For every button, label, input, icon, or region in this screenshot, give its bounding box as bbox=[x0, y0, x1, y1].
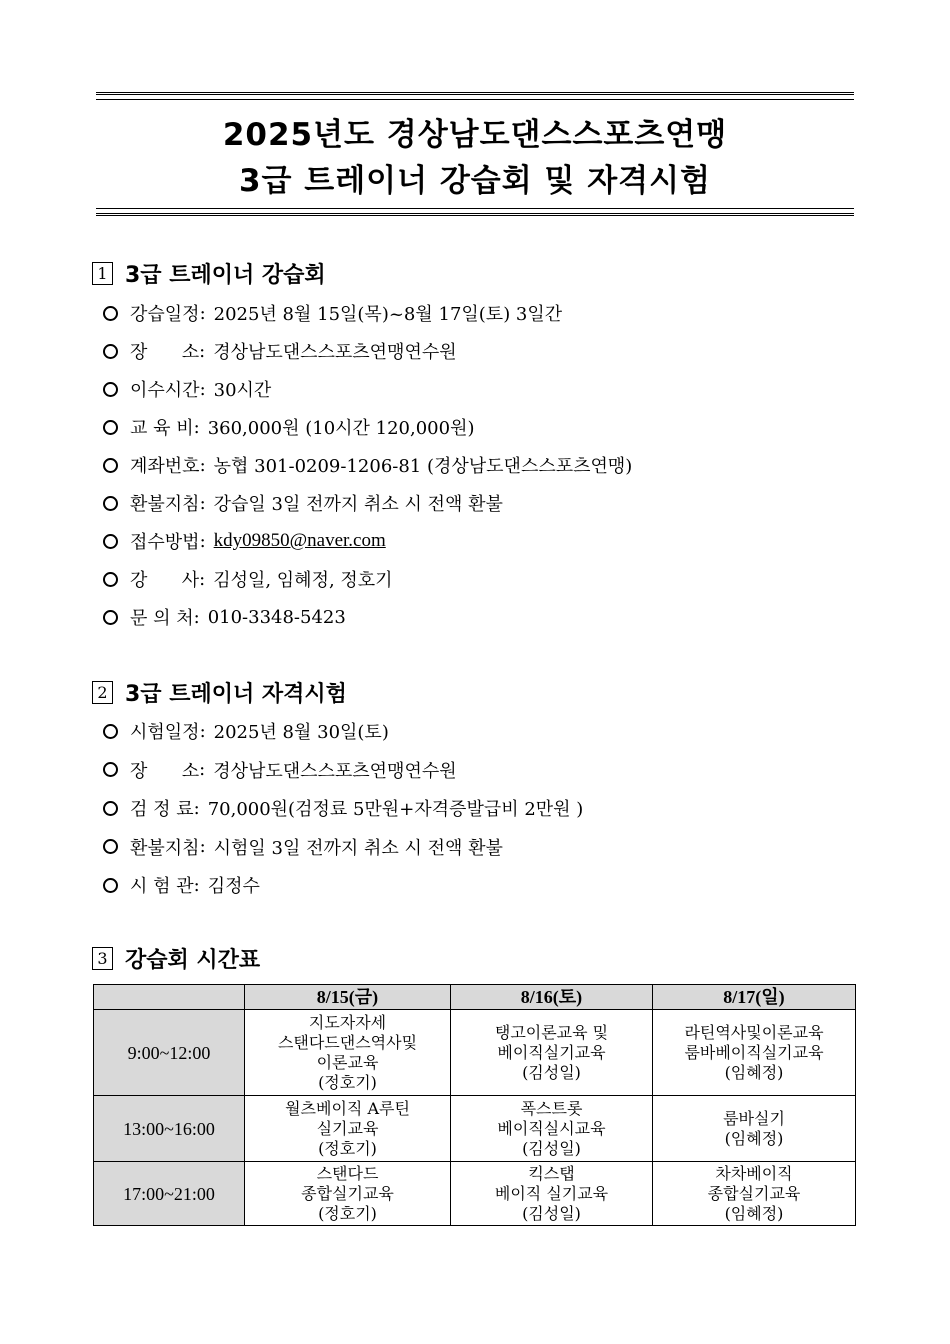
time-slot-cell: 9:00~12:00 bbox=[94, 1010, 245, 1096]
colon-separator: : bbox=[199, 836, 206, 857]
info-item bbox=[103, 872, 260, 898]
schedule-cell-line: (임혜정) bbox=[724, 1203, 784, 1223]
colon-separator: : bbox=[199, 302, 206, 324]
colon-separator: : bbox=[199, 568, 206, 590]
time-slot-cell: 17:00~21:00 bbox=[94, 1162, 245, 1226]
header-cell-day1: 8/15(금) bbox=[245, 985, 451, 1010]
item-value: 360,000원 (10시간 120,000원) bbox=[207, 418, 475, 439]
item-label: 문 의 처 bbox=[130, 608, 194, 629]
schedule-cell-line: 탱고이론교육 및 bbox=[494, 1022, 609, 1042]
schedule-cell-line: (김성일) bbox=[522, 1138, 581, 1158]
schedule-header-row bbox=[94, 985, 856, 1010]
schedule-cell-line: 베이직실기교육 bbox=[497, 1042, 606, 1062]
schedule-cell-line: (임혜정) bbox=[724, 1062, 784, 1082]
circle-bullet-icon bbox=[103, 572, 118, 587]
schedule-cell bbox=[245, 1162, 451, 1226]
circle-bullet-icon bbox=[103, 306, 118, 321]
circle-bullet-icon bbox=[103, 610, 118, 625]
item-value: 김정수 bbox=[207, 876, 260, 897]
schedule-cell-line: 베이직실시교육 bbox=[497, 1118, 606, 1138]
schedule-cell bbox=[451, 1096, 653, 1162]
info-item bbox=[103, 338, 457, 364]
item-label: 교 육 비 bbox=[130, 418, 194, 439]
info-item bbox=[103, 490, 503, 516]
colon-separator: : bbox=[199, 492, 206, 514]
schedule-cell-line: 종합실기교육 bbox=[301, 1183, 394, 1203]
info-item bbox=[103, 528, 386, 554]
colon-separator: : bbox=[199, 454, 206, 476]
item-label: 장 소 bbox=[130, 760, 200, 782]
item-label: 접수방법 bbox=[130, 532, 200, 553]
schedule-cell-line: 룸바실기 bbox=[723, 1108, 785, 1128]
circle-bullet-icon bbox=[103, 534, 118, 549]
item-value: 강습일 3일 전까지 취소 시 전액 환불 bbox=[213, 494, 503, 515]
schedule-cell-line: (정호기) bbox=[318, 1138, 377, 1158]
section3-heading bbox=[92, 943, 260, 974]
schedule-cell bbox=[451, 1010, 653, 1096]
section1-title: 3급 트레이너 강습회 bbox=[125, 263, 326, 288]
colon-separator: : bbox=[193, 797, 200, 819]
schedule-table bbox=[93, 984, 856, 1226]
item-label: 시험일정 bbox=[130, 722, 200, 743]
document-title-line1: 2025년도 경상남도댄스스포츠연맹 bbox=[222, 117, 728, 153]
section1-heading bbox=[92, 258, 326, 289]
info-item bbox=[103, 757, 457, 783]
circle-bullet-icon bbox=[103, 420, 118, 435]
schedule-cell-line: 스탠다드 bbox=[316, 1163, 379, 1183]
circle-bullet-icon bbox=[103, 762, 118, 777]
schedule-cell-line: 폭스트롯 bbox=[520, 1098, 583, 1118]
colon-separator: : bbox=[199, 720, 206, 742]
info-item bbox=[103, 452, 632, 478]
schedule-cell-line: (정호기) bbox=[318, 1072, 377, 1092]
item-value: 010-3348-5423 bbox=[207, 606, 346, 628]
item-value: 2025년 8월 15일(목)~8월 17일(토) 3일간 bbox=[213, 304, 563, 325]
colon-separator: : bbox=[199, 530, 206, 552]
section3-number: 3 bbox=[92, 947, 113, 970]
item-label: 환불지침 bbox=[130, 837, 200, 859]
item-label: 환불지침 bbox=[130, 494, 200, 515]
schedule-cell bbox=[451, 1162, 653, 1226]
schedule-cell-line: 실기교육 bbox=[316, 1118, 379, 1138]
info-item bbox=[103, 300, 562, 326]
schedule-cell-line: 종합실기교육 bbox=[707, 1183, 801, 1203]
section3-title: 강습회 시간표 bbox=[125, 948, 261, 973]
schedule-cell bbox=[245, 1096, 451, 1162]
circle-bullet-icon bbox=[103, 344, 118, 359]
title-box bbox=[96, 92, 854, 216]
schedule-cell bbox=[653, 1162, 856, 1226]
schedule-cell-line: (정호기) bbox=[318, 1203, 377, 1223]
item-value: 70,000원(검정료 5만원+자격증발급비 2만원 ) bbox=[207, 799, 584, 820]
schedule-cell-line: (김성일) bbox=[522, 1203, 581, 1223]
info-item bbox=[103, 795, 583, 821]
circle-bullet-icon bbox=[103, 382, 118, 397]
schedule-cell-line: 베이직 실기교육 bbox=[494, 1183, 609, 1203]
item-label: 강습일정 bbox=[130, 304, 200, 325]
circle-bullet-icon bbox=[103, 458, 118, 473]
section2-number: 2 bbox=[92, 681, 113, 704]
circle-bullet-icon bbox=[103, 724, 118, 739]
circle-bullet-icon bbox=[103, 496, 118, 511]
colon-separator: : bbox=[193, 606, 200, 628]
item-label: 시 험 관 bbox=[130, 876, 194, 897]
schedule-row bbox=[94, 1096, 856, 1162]
item-value: 2025년 8월 30일(토) bbox=[213, 722, 389, 743]
schedule-row bbox=[94, 1162, 856, 1226]
schedule-cell bbox=[653, 1096, 856, 1162]
schedule-cell-line: 월츠베이직 A루틴 bbox=[285, 1098, 410, 1118]
item-label: 이수시간 bbox=[130, 380, 200, 401]
item-value: 30시간 bbox=[213, 380, 272, 401]
colon-separator: : bbox=[199, 340, 206, 362]
schedule-cell-line: 룸바베이직실기교육 bbox=[684, 1042, 824, 1062]
section2-heading bbox=[92, 677, 347, 708]
section1-number: 1 bbox=[92, 262, 113, 285]
schedule-cell-line: (김성일) bbox=[522, 1062, 581, 1082]
item-value: 김성일, 임혜정, 정호기 bbox=[213, 570, 393, 591]
colon-separator: : bbox=[193, 416, 200, 438]
schedule-cell-line: (임혜정) bbox=[724, 1128, 784, 1148]
info-item bbox=[103, 566, 393, 592]
colon-separator: : bbox=[193, 874, 200, 896]
schedule-cell-line: 스탠다드댄스역사및 bbox=[277, 1032, 418, 1052]
email-link[interactable]: kdy09850@naver.com bbox=[213, 530, 386, 551]
schedule-cell-line: 차차베이직 bbox=[715, 1163, 793, 1183]
header-cell-blank bbox=[94, 985, 245, 1010]
info-item bbox=[103, 414, 475, 440]
schedule-row bbox=[94, 1010, 856, 1096]
schedule-cell-line: 이론교육 bbox=[316, 1052, 379, 1072]
item-label: 장 소 bbox=[130, 342, 200, 363]
document-title-line2: 3급 트레이너 강습회 및 자격시험 bbox=[238, 163, 712, 199]
colon-separator: : bbox=[199, 378, 206, 400]
schedule-cell-line: 지도자자세 bbox=[308, 1012, 387, 1032]
info-item bbox=[103, 718, 389, 744]
header-cell-day2: 8/16(토) bbox=[451, 985, 653, 1010]
item-label: 강 사 bbox=[130, 570, 200, 591]
circle-bullet-icon bbox=[103, 839, 118, 854]
info-item bbox=[103, 376, 271, 402]
schedule-cell bbox=[653, 1010, 856, 1096]
item-value: 경상남도댄스스포츠연맹연수원 bbox=[213, 760, 457, 782]
schedule-cell-line: 킥스탭 bbox=[528, 1163, 575, 1183]
schedule-cell-line: 라틴역사및이론교육 bbox=[684, 1022, 824, 1042]
colon-separator: : bbox=[199, 759, 206, 780]
item-value: 경상남도댄스스포츠연맹연수원 bbox=[213, 342, 457, 363]
time-slot-cell: 13:00~16:00 bbox=[94, 1096, 245, 1162]
circle-bullet-icon bbox=[103, 878, 118, 893]
item-label: 계좌번호 bbox=[130, 456, 200, 477]
circle-bullet-icon bbox=[103, 801, 118, 816]
header-cell-day3: 8/17(일) bbox=[653, 985, 856, 1010]
section2-title: 3급 트레이너 자격시험 bbox=[125, 682, 347, 707]
info-item bbox=[103, 834, 503, 860]
item-value: 농협 301-0209-1206-81 (경상남도댄스스포츠연맹) bbox=[213, 456, 633, 477]
item-value: 시험일 3일 전까지 취소 시 전액 환불 bbox=[213, 837, 503, 859]
item-label: 검 정 료 bbox=[130, 799, 194, 820]
schedule-cell bbox=[245, 1010, 451, 1096]
info-item bbox=[103, 604, 346, 630]
